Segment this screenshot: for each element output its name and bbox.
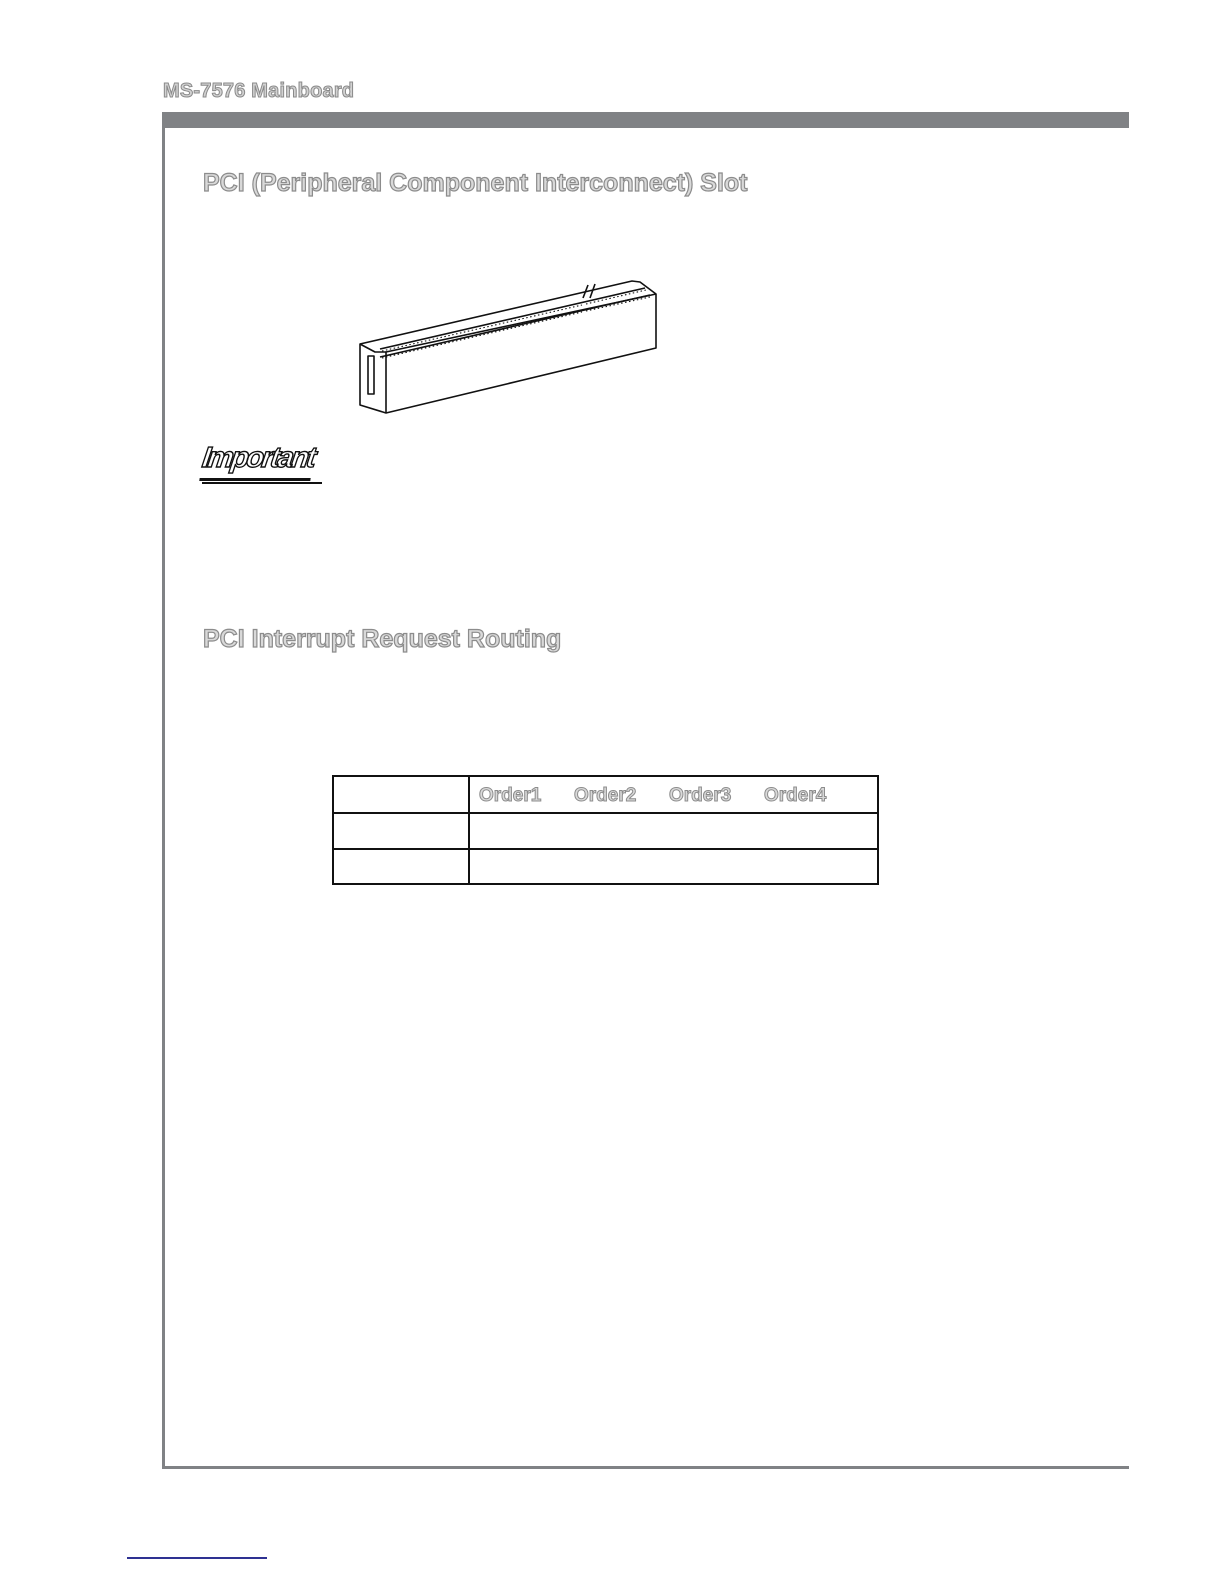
left-margin-rule [162, 112, 165, 1469]
table-header-order4: Order4 [764, 785, 827, 806]
table-row [334, 848, 877, 850]
table-row [334, 812, 877, 814]
table-header-order1: Order1 [479, 785, 542, 806]
irq-routing-table [332, 775, 879, 885]
table-column-divider [468, 777, 470, 883]
irq-routing-heading: PCI Interrupt Request Routing [203, 625, 562, 653]
important-notice-label: Important [199, 442, 316, 481]
pci-slot-heading: PCI (Peripheral Component Interconnect) Slot [203, 169, 748, 197]
important-underline [202, 482, 322, 484]
table-header-order2: Order2 [574, 785, 637, 806]
pci-slot-illustration [350, 272, 670, 422]
page-header-title: MS-7576 Mainboard [163, 80, 355, 102]
footer-link-underline[interactable] [127, 1557, 267, 1559]
bottom-rule [162, 1466, 1129, 1469]
table-header-order3: Order3 [669, 785, 732, 806]
header-bar [163, 112, 1129, 128]
